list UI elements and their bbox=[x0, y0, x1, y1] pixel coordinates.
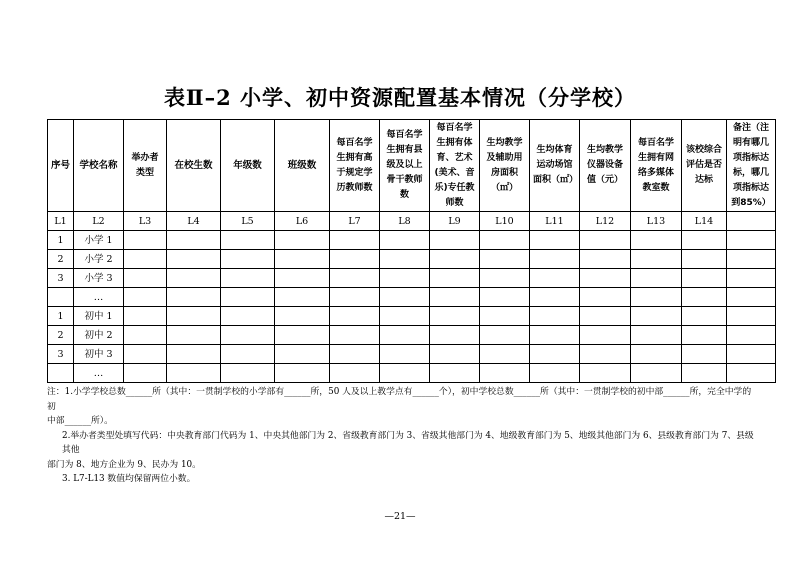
code-cell: L14 bbox=[682, 212, 727, 231]
empty-cell bbox=[631, 364, 682, 383]
empty-cell bbox=[430, 345, 480, 364]
empty-cell bbox=[124, 345, 167, 364]
empty-cell bbox=[380, 345, 430, 364]
empty-cell bbox=[530, 307, 580, 326]
empty-cell bbox=[430, 231, 480, 250]
empty-cell bbox=[430, 269, 480, 288]
empty-cell bbox=[727, 326, 776, 345]
empty-cell bbox=[124, 326, 167, 345]
empty-cell bbox=[330, 231, 380, 250]
empty-cell bbox=[530, 250, 580, 269]
empty-cell bbox=[167, 364, 221, 383]
empty-cell bbox=[167, 269, 221, 288]
row-index: 1 bbox=[48, 307, 74, 326]
note-1-cont: 中部______所）。 bbox=[47, 416, 113, 426]
table-notes bbox=[47, 385, 757, 487]
empty-cell bbox=[167, 250, 221, 269]
table-row bbox=[48, 364, 776, 383]
note-1: 注：1.小学学校总数______所（其中：一贯制学校的小学部有______所，50 人及以上教学点有______个），初中学校总数______所（其中：一贯制学校的初中部______所，完全中学的初 bbox=[47, 387, 752, 412]
empty-cell bbox=[631, 269, 682, 288]
empty-cell bbox=[682, 364, 727, 383]
empty-cell bbox=[480, 288, 530, 307]
empty-cell bbox=[167, 345, 221, 364]
empty-cell bbox=[221, 269, 275, 288]
empty-cell bbox=[631, 326, 682, 345]
code-cell: L5 bbox=[221, 212, 275, 231]
empty-cell bbox=[124, 250, 167, 269]
empty-cell bbox=[380, 288, 430, 307]
empty-cell bbox=[221, 326, 275, 345]
empty-cell bbox=[631, 345, 682, 364]
empty-cell bbox=[682, 345, 727, 364]
row-school-name: 初中 1 bbox=[74, 307, 124, 326]
col-header-school-name: 学校名称 bbox=[74, 120, 124, 212]
col-header-l14: 该校综合评估是否达标 bbox=[682, 120, 727, 212]
empty-cell bbox=[480, 269, 530, 288]
empty-cell bbox=[480, 250, 530, 269]
col-header-l11: 生均体育运动场馆面积（㎡） bbox=[530, 120, 580, 212]
empty-cell bbox=[221, 288, 275, 307]
empty-cell bbox=[221, 345, 275, 364]
col-header-l10: 生均教学及辅助用房面积（㎡） bbox=[480, 120, 530, 212]
col-header-classes: 班级数 bbox=[275, 120, 330, 212]
row-index: 2 bbox=[48, 250, 74, 269]
code-cell: L11 bbox=[530, 212, 580, 231]
empty-cell bbox=[275, 250, 330, 269]
empty-cell bbox=[682, 326, 727, 345]
row-index: 2 bbox=[48, 326, 74, 345]
empty-cell bbox=[124, 307, 167, 326]
empty-cell bbox=[580, 250, 631, 269]
code-cell: L10 bbox=[480, 212, 530, 231]
empty-cell bbox=[480, 364, 530, 383]
empty-cell bbox=[631, 231, 682, 250]
code-cell: L9 bbox=[430, 212, 480, 231]
table-row bbox=[48, 345, 776, 364]
empty-cell bbox=[727, 250, 776, 269]
empty-cell bbox=[167, 288, 221, 307]
page-number: —21— bbox=[384, 511, 416, 522]
empty-cell bbox=[330, 364, 380, 383]
row-school-name: 小学 3 bbox=[74, 269, 124, 288]
code-cell: L3 bbox=[124, 212, 167, 231]
empty-cell bbox=[167, 231, 221, 250]
table-row bbox=[48, 250, 776, 269]
row-school-name: 小学 1 bbox=[74, 231, 124, 250]
code-cell: L1 bbox=[48, 212, 74, 231]
col-header-l9: 每百名学生拥有体育、艺术(美术、音乐)专任教师数 bbox=[430, 120, 480, 212]
code-cell: L7 bbox=[330, 212, 380, 231]
empty-cell bbox=[727, 288, 776, 307]
table-row bbox=[48, 307, 776, 326]
empty-cell bbox=[330, 345, 380, 364]
empty-cell bbox=[430, 364, 480, 383]
row-index: 3 bbox=[48, 345, 74, 364]
note-2: 2.举办者类型处填写代码：中央教育部门代码为 1、中央其他部门为 2、省级教育部门为 3、省级其他部门为 4、地级教育部门为 5、地级其他部门为 6、县级教育部门为 7、县级其他 bbox=[62, 430, 754, 455]
row-index: 1 bbox=[48, 231, 74, 250]
resource-table bbox=[47, 119, 776, 383]
empty-cell bbox=[430, 250, 480, 269]
empty-cell bbox=[727, 364, 776, 383]
empty-cell bbox=[530, 326, 580, 345]
code-cell bbox=[727, 212, 776, 231]
table-title: 表Ⅱ–2 小学、初中资源配置基本情况（分学校） bbox=[163, 85, 637, 110]
empty-cell bbox=[682, 307, 727, 326]
empty-cell bbox=[124, 231, 167, 250]
empty-cell bbox=[580, 307, 631, 326]
empty-cell bbox=[631, 307, 682, 326]
empty-cell bbox=[727, 307, 776, 326]
empty-cell bbox=[275, 326, 330, 345]
empty-cell bbox=[275, 269, 330, 288]
empty-cell bbox=[124, 364, 167, 383]
note-3: 3. L7-L13 数值均保留两位小数。 bbox=[62, 474, 196, 484]
empty-cell bbox=[380, 250, 430, 269]
empty-cell bbox=[430, 307, 480, 326]
empty-cell bbox=[221, 231, 275, 250]
empty-cell bbox=[580, 364, 631, 383]
empty-cell bbox=[631, 288, 682, 307]
empty-cell bbox=[330, 269, 380, 288]
empty-cell bbox=[167, 307, 221, 326]
empty-cell bbox=[480, 231, 530, 250]
empty-cell bbox=[275, 364, 330, 383]
code-cell: L2 bbox=[74, 212, 124, 231]
empty-cell bbox=[530, 231, 580, 250]
empty-cell bbox=[124, 269, 167, 288]
empty-cell bbox=[530, 269, 580, 288]
col-header-l7: 每百名学生拥有高于规定学历教师数 bbox=[330, 120, 380, 212]
col-header-enrollment: 在校生数 bbox=[167, 120, 221, 212]
table-row bbox=[48, 231, 776, 250]
empty-cell bbox=[580, 269, 631, 288]
empty-cell bbox=[631, 250, 682, 269]
empty-cell bbox=[682, 269, 727, 288]
row-school-name: 小学 2 bbox=[74, 250, 124, 269]
empty-cell bbox=[275, 345, 330, 364]
empty-cell bbox=[480, 345, 530, 364]
code-cell: L12 bbox=[580, 212, 631, 231]
table-row bbox=[48, 288, 776, 307]
empty-cell bbox=[380, 326, 430, 345]
empty-cell bbox=[330, 250, 380, 269]
col-header-organizer-type: 举办者类型 bbox=[124, 120, 167, 212]
row-index bbox=[48, 288, 74, 307]
row-school-name: … bbox=[74, 288, 124, 307]
empty-cell bbox=[330, 307, 380, 326]
empty-cell bbox=[682, 250, 727, 269]
col-header-l13: 每百名学生拥有网络多媒体教室数 bbox=[631, 120, 682, 212]
empty-cell bbox=[330, 288, 380, 307]
empty-cell bbox=[124, 288, 167, 307]
empty-cell bbox=[580, 345, 631, 364]
empty-cell bbox=[275, 288, 330, 307]
table-row bbox=[48, 269, 776, 288]
empty-cell bbox=[580, 288, 631, 307]
col-header-l8: 每百名学生拥有县级及以上骨干教师数 bbox=[380, 120, 430, 212]
header-row bbox=[48, 120, 776, 212]
empty-cell bbox=[727, 269, 776, 288]
col-header-index: 序号 bbox=[48, 120, 74, 212]
row-index bbox=[48, 364, 74, 383]
empty-cell bbox=[275, 231, 330, 250]
code-row bbox=[48, 212, 776, 231]
col-header-l12: 生均教学仪器设备值（元） bbox=[580, 120, 631, 212]
empty-cell bbox=[727, 231, 776, 250]
empty-cell bbox=[682, 288, 727, 307]
empty-cell bbox=[275, 307, 330, 326]
row-school-name: 初中 3 bbox=[74, 345, 124, 364]
col-header-grades: 年级数 bbox=[221, 120, 275, 212]
note-2-cont: 部门为 8、地方企业为 9、民办为 10。 bbox=[47, 459, 201, 470]
empty-cell bbox=[430, 326, 480, 345]
col-header-remarks: 备注（注明有哪几项指标达标，哪几项指标达到85%） bbox=[727, 120, 776, 212]
code-cell: L8 bbox=[380, 212, 430, 231]
empty-cell bbox=[580, 326, 631, 345]
row-school-name: 初中 2 bbox=[74, 326, 124, 345]
table-row bbox=[48, 326, 776, 345]
empty-cell bbox=[530, 364, 580, 383]
row-index: 3 bbox=[48, 269, 74, 288]
empty-cell bbox=[480, 307, 530, 326]
empty-cell bbox=[167, 326, 221, 345]
code-cell: L6 bbox=[275, 212, 330, 231]
empty-cell bbox=[221, 364, 275, 383]
empty-cell bbox=[580, 231, 631, 250]
code-cell: L4 bbox=[167, 212, 221, 231]
empty-cell bbox=[682, 231, 727, 250]
empty-cell bbox=[380, 364, 430, 383]
empty-cell bbox=[221, 307, 275, 326]
empty-cell bbox=[380, 231, 430, 250]
empty-cell bbox=[530, 288, 580, 307]
empty-cell bbox=[380, 307, 430, 326]
empty-cell bbox=[430, 288, 480, 307]
row-school-name: … bbox=[74, 364, 124, 383]
empty-cell bbox=[330, 326, 380, 345]
empty-cell bbox=[380, 269, 430, 288]
empty-cell bbox=[530, 345, 580, 364]
code-cell: L13 bbox=[631, 212, 682, 231]
empty-cell bbox=[727, 345, 776, 364]
empty-cell bbox=[480, 326, 530, 345]
empty-cell bbox=[221, 250, 275, 269]
